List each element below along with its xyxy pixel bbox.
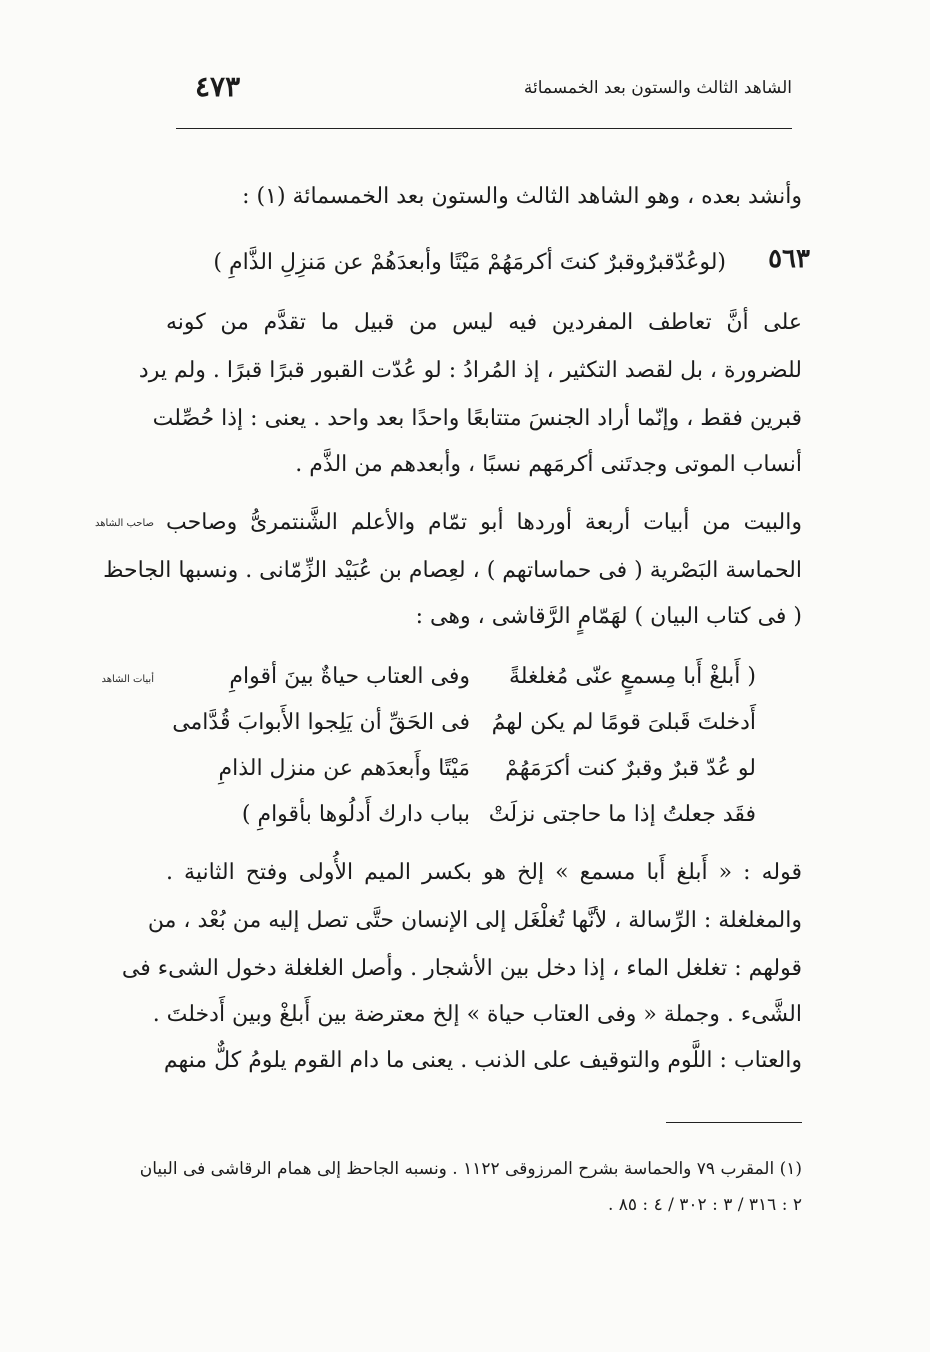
margin-note-author: صاحب الشاهد bbox=[94, 518, 154, 529]
footnote-line: ٢ : ٣١٦ / ٣ : ٣٠٢ / ٤ : ٨٥ . bbox=[607, 1195, 802, 1215]
paragraph-line: ( فى كتاب البيان ) لهَمّامٍ الرَّقاشى ، وهى : bbox=[415, 604, 802, 629]
paragraph-line: أنساب الموتى وجدتَنى أكرمَهم نسبًا ، وأبعدهم من الذَّم . bbox=[295, 452, 802, 477]
poem-hemistich-first: لو عُدّ قبرٌ وقبرٌ كنت أكرَمَهُمْ bbox=[505, 756, 756, 781]
footnote-line: (١) المقرب ٧٩ والحماسة بشرح المرزوقى ١١٢٢ . ونسبه الجاحظ إلى همام الرقاشى فى البيان bbox=[139, 1159, 802, 1179]
page-number: ٤٧٣ bbox=[195, 70, 241, 103]
paragraph-line: الحماسة البَصْرية ( فى حماساتهم ) ، لعِصام بن عُبَيْد الزِّمّانى . ونسبها الجاحظ bbox=[103, 558, 802, 583]
paragraph-line: والمغلغلة : الرِّسالة ، لأنَّها تُغلْغَل إلى الإنسان حتَّى تصل إليه من بُعْد ، من bbox=[147, 908, 802, 933]
paragraph-line: على أنَّ تعاطف المفردين فيه ليس من قبيل ما تقدَّم من كونه bbox=[166, 310, 802, 335]
poem-hemistich-second: مَيْتًا وأَبعدَهم عن منزل الذامِ bbox=[218, 756, 470, 781]
margin-note-verses: أبيات الشاهد bbox=[101, 674, 154, 685]
paragraph-line: للضرورة ، بل لقصد التكثير ، إذ المُرادُ : لو عُدّت القبور قبرًا قبرًا . ولم يرد bbox=[138, 358, 802, 383]
paragraph-line: قولهم : تغلغل الماء ، إذا دخل بين الأشجار . وأصل الغلغلة دخول الشىء فى bbox=[121, 956, 802, 981]
verse-text: (لوعُدّقبرٌوقبرٌ كنتَ أكرمَهُمْ مَيْتًا وأبعدَهُمْ عن مَنزِلِ الذَّامِ ) bbox=[213, 250, 726, 275]
paragraph-line: قوله : « أَبلغ أَبا مسمع » إلخ هو بكسر الميم الأُولى وفتح الثانية . bbox=[166, 860, 802, 885]
header-divider bbox=[176, 128, 792, 129]
paragraph-line: والبيت من أبيات أربعة أوردها أبو تمّام والأعلم الشَّنتمرىُّ وصاحب bbox=[166, 510, 802, 535]
paragraph-line: والعتاب : اللَّوم والتوقيف على الذنب . يعنى ما دام القوم يلومُ كلٌّ منهم bbox=[163, 1048, 802, 1073]
intro-line: وأنشد بعده ، وهو الشاهد الثالث والستون بعد الخمسمائة (١) : bbox=[242, 184, 802, 209]
verse-number: ٥٦٣ bbox=[768, 244, 810, 274]
footnote-divider bbox=[666, 1122, 802, 1123]
poem-hemistich-second: بباب دارك أَدلُوها بأقوامِ ) bbox=[241, 802, 470, 827]
poem-hemistich-first: أَدخلتَ قَبلىَ قومًا لم يكن لهمُ bbox=[491, 710, 756, 735]
poem-hemistich-second: فى الحَقِّ أن يَلِجوا الأَبوابَ قُدَّامى bbox=[172, 710, 470, 735]
poem-hemistich-first: ( أَبلغْ أَبا مِسمعٍ عنّى مُغلغلةً bbox=[508, 664, 756, 689]
poem-hemistich-second: وفى العتاب حياةٌ بينَ أقوامِ bbox=[229, 664, 470, 689]
poem-hemistich-first: فقَد جعلتُ إذا ما حاجتى نزلَتْ bbox=[488, 802, 756, 827]
paragraph-line: الشَّىء . وجملة « وفى العتاب حياة » إلخ معترضة بين أَبلغْ وبين أَدخلتَ . bbox=[152, 1002, 802, 1027]
running-header-title: الشاهد الثالث والستون بعد الخمسمائة bbox=[523, 78, 792, 98]
paragraph-line: قبرين فقط ، وإنّما أراد الجنسَ متتابعًا واحدًا بعد واحد . يعنى : إذا حُصِّلت bbox=[152, 406, 802, 431]
